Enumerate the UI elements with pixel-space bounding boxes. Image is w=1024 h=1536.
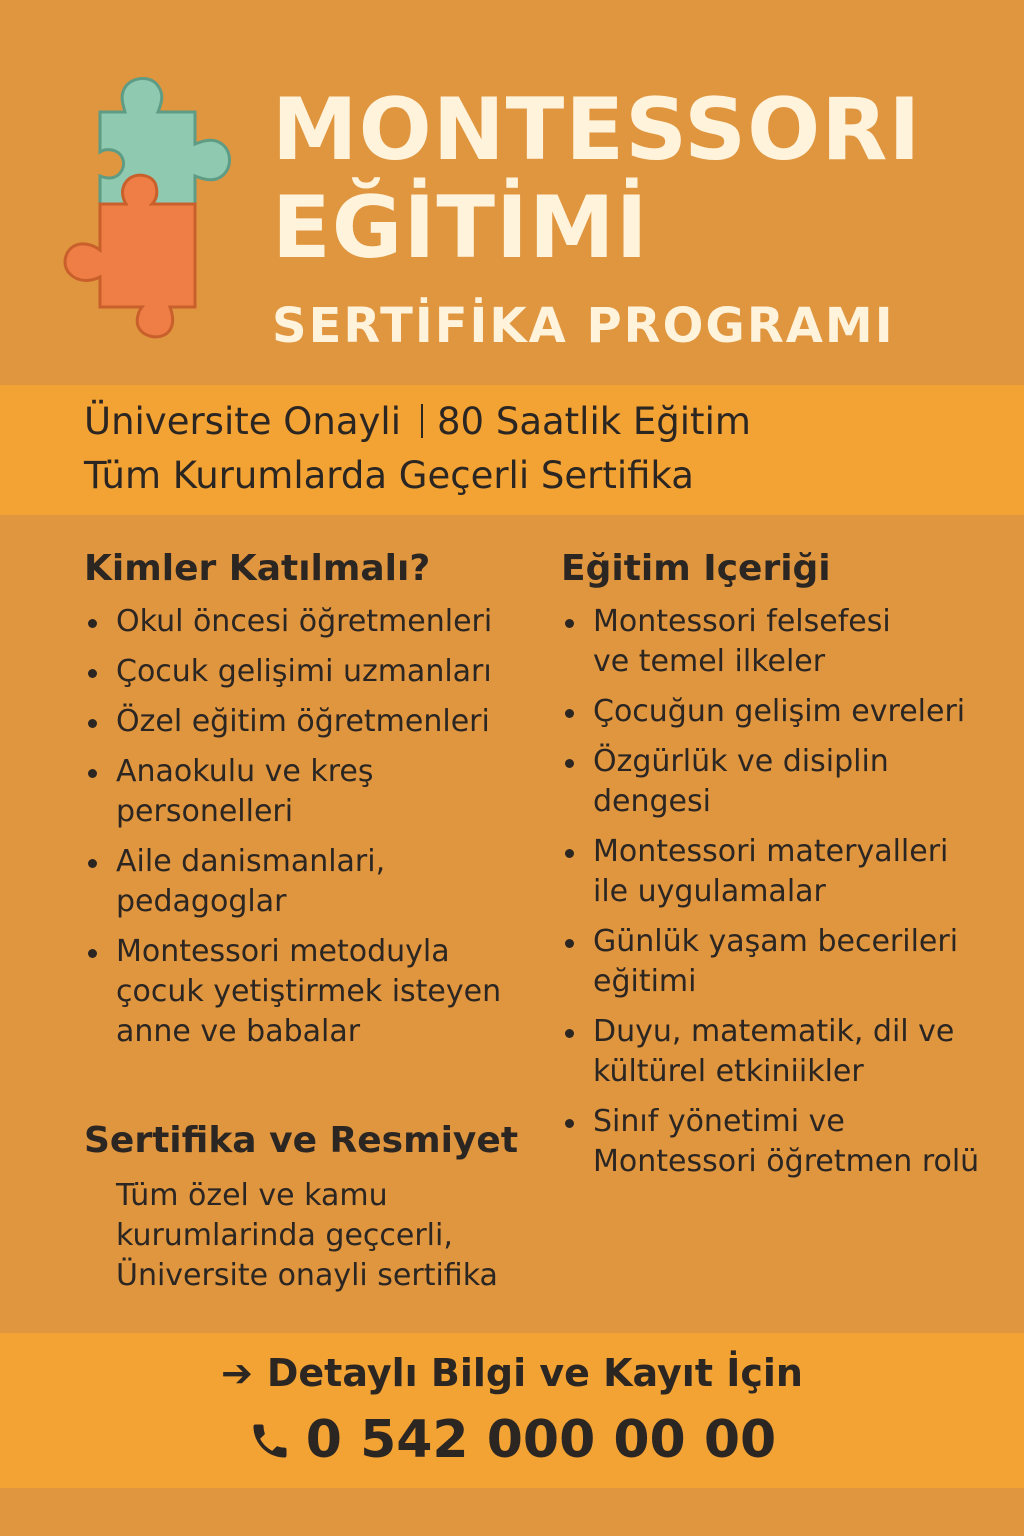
list-item: Çocuğun gelişim evreleri <box>561 692 1001 732</box>
approval-text: Üniversite Onayli <box>84 400 401 443</box>
certificate-title: Sertifika ve Resmiyet <box>84 1120 519 1161</box>
divider <box>421 404 423 438</box>
arrow-right-icon: ➔ <box>221 1351 253 1395</box>
certificate-text: Tüm özel ve kamu kurumlarinda geçcerli, Üniversite onayli sertifika <box>116 1178 498 1293</box>
hours-text: 80 Saatlik Eğitim <box>436 400 751 443</box>
who-list <box>84 602 524 1062</box>
list-item: Günlük yaşam becerileri eğitimi <box>561 922 963 1002</box>
validity-text: Tüm Kurumlarda Geçerli Sertifika <box>84 454 694 497</box>
phone-number[interactable]: 0 542 000 00 00 <box>305 1410 777 1470</box>
content-title: Eğitim Içeriği <box>561 548 831 589</box>
list-item: Anaokulu ve kreş personelleri <box>84 752 416 832</box>
header <box>0 0 1024 385</box>
band-line-1 <box>84 398 751 446</box>
list-item: Duyu, matematik, dil ve kültürel etkiniikler <box>561 1012 963 1092</box>
cta-text: Detaylı Bilgi ve Kayıt İçin <box>266 1351 803 1395</box>
phone-line[interactable] <box>0 1408 1024 1472</box>
list-item: Okul öncesi öğretmenleri <box>84 602 524 642</box>
puzzle-pieces-icon <box>60 72 235 342</box>
list-item: Montessori felsefesi ve temel ilkeler <box>561 602 893 682</box>
title-line-1: MONTESSORI <box>272 80 922 180</box>
cta <box>0 1348 1024 1398</box>
title-line-2: EĞİTİMİ <box>272 178 649 278</box>
list-item: Özel eğitim öğretmenleri <box>84 702 524 742</box>
list-item: Montessori materyalleri ile uygulamalar <box>561 832 963 912</box>
content-list <box>561 602 1001 1192</box>
phone-icon <box>248 1419 292 1463</box>
list-item: Montessori metoduyla çocuk yetiştirmek isteyen anne ve babalar <box>84 932 524 1052</box>
list-item: Aile danismanlari, pedagoglar <box>84 842 416 922</box>
subtitle: SERTİFİKA PROGRAMI <box>272 298 895 354</box>
list-item: Çocuk gelişimi uzmanları <box>84 652 524 692</box>
list-item: Sinıf yönetimi ve Montessori öğretmen rolü <box>561 1102 1001 1182</box>
who-title: Kimler Katılmalı? <box>84 548 431 589</box>
list-item: Özgürlük ve disiplin dengesi <box>561 742 893 822</box>
